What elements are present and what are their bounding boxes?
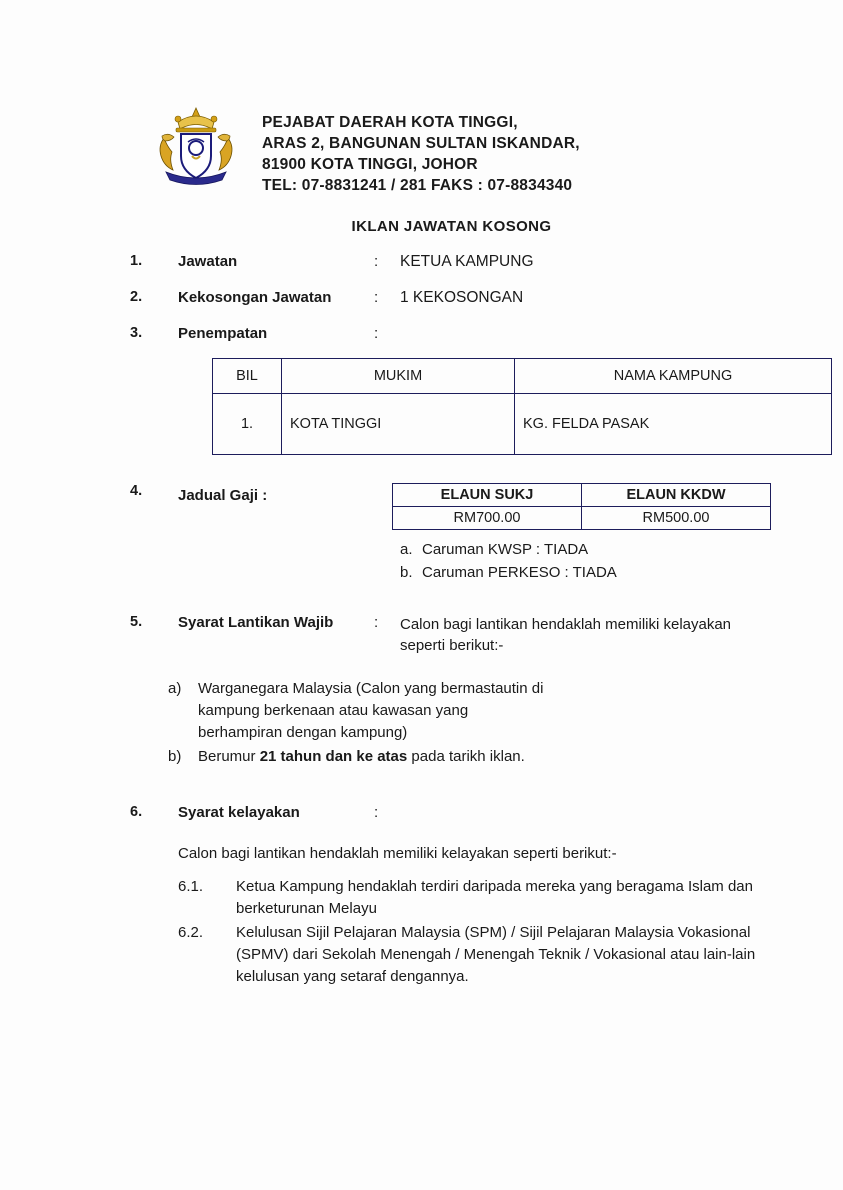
table-row xyxy=(213,394,832,455)
column-header-bil: BIL xyxy=(213,359,282,394)
document-header xyxy=(0,0,843,196)
field-row-jawatan xyxy=(0,253,843,271)
item-number: 4. xyxy=(130,483,143,499)
item-value: KETUA KAMPUNG xyxy=(400,253,534,270)
list-marker: 6.2. xyxy=(178,924,204,941)
page-title: IKLAN JAWATAN KOSONG xyxy=(351,218,552,235)
contribution-list xyxy=(0,538,843,584)
org-line-1: PEJABAT DAERAH KOTA TINGGI, xyxy=(262,114,518,131)
field-row-jadual-gaji xyxy=(0,483,843,530)
list-item xyxy=(178,922,843,988)
item-number: 3. xyxy=(130,325,143,341)
item-label: Jawatan xyxy=(178,253,238,270)
column-header-nama-kampung: NAMA KAMPUNG xyxy=(515,359,832,394)
cell-mukim: KOTA TINGGI xyxy=(282,394,515,455)
list-text: Kelulusan Sijil Pelajaran Malaysia (SPM) / Sijil Pelajaran Malaysia Vokasional (SPMV) dari Sekolah Menengah / Menengah Teknik / Vokasional atau lain-lain kelulusan yang setaraf dengannya. xyxy=(236,924,756,985)
list-text xyxy=(198,746,525,768)
item-label: Kekosongan Jawatan xyxy=(178,289,332,306)
section-syarat-kelayakan xyxy=(0,804,843,862)
item-number: 5. xyxy=(130,614,143,630)
org-line-2: ARAS 2, BANGUNAN SULTAN ISKANDAR, xyxy=(262,135,580,152)
cell-elaun-sukj: RM700.00 xyxy=(393,507,582,530)
item-label: Penempatan xyxy=(178,325,268,342)
list-text-after: pada tarikh iklan. xyxy=(407,748,525,765)
table-header-row xyxy=(393,484,771,507)
item-label: Syarat kelayakan xyxy=(178,804,300,821)
qualifications-list xyxy=(0,876,843,988)
list-item xyxy=(400,538,843,561)
item-colon: : xyxy=(374,804,379,821)
placement-table xyxy=(212,358,832,455)
johor-state-crest-icon xyxy=(148,104,244,188)
column-header-mukim: MUKIM xyxy=(282,359,515,394)
field-row-kekosongan xyxy=(0,289,843,307)
item-colon: : xyxy=(374,614,379,631)
list-text: Caruman KWSP : TIADA xyxy=(422,541,589,558)
cell-elaun-kkdw: RM500.00 xyxy=(582,507,771,530)
list-marker: a. xyxy=(400,541,413,558)
item-colon: : xyxy=(374,325,379,342)
list-text: Caruman PERKESO : TIADA xyxy=(422,564,617,581)
list-item xyxy=(400,561,843,584)
list-marker: 6.1. xyxy=(178,878,204,895)
item-label: Jadual Gaji : xyxy=(178,487,268,504)
field-row-syarat-lantikan xyxy=(0,614,843,656)
qualifications-intro: Calon bagi lantikan hendaklah memiliki kelayakan seperti berikut:- xyxy=(178,845,617,862)
list-text-before: Berumur xyxy=(198,748,260,765)
list-item xyxy=(168,746,843,768)
cell-nama-kampung: KG. FELDA PASAK xyxy=(515,394,832,455)
item-number: 2. xyxy=(130,289,143,305)
placement-table-wrapper xyxy=(0,358,843,455)
cell-bil: 1. xyxy=(213,394,282,455)
mandatory-list xyxy=(0,678,843,768)
list-text: Ketua Kampung hendaklah terdiri daripada mereka yang beragama Islam dan berketurunan Melayu xyxy=(236,878,753,917)
item-colon: : xyxy=(374,253,379,270)
item-number: 6. xyxy=(130,804,143,820)
column-header-elaun-kkdw: ELAUN KKDW xyxy=(582,484,771,507)
table-header-row xyxy=(213,359,832,394)
list-item xyxy=(178,876,843,920)
item-label: Syarat Lantikan Wajib xyxy=(178,614,334,631)
list-text-bold: 21 tahun dan ke atas xyxy=(259,748,408,765)
column-header-elaun-sukj: ELAUN SUKJ xyxy=(393,484,582,507)
list-marker: a) xyxy=(168,680,182,697)
list-marker: b) xyxy=(168,748,182,765)
org-line-4: TEL: 07-8831241 / 281 FAKS : 07-8834340 xyxy=(262,177,573,194)
list-text: Warganegara Malaysia (Calon yang bermastautin di kampung berkenaan atau kawasan yang berhampiran dengan kampung) xyxy=(198,680,544,741)
list-item xyxy=(168,678,843,744)
field-row-syarat-kelayakan xyxy=(130,804,843,821)
salary-table xyxy=(392,483,771,530)
table-row xyxy=(393,507,771,530)
organization-address xyxy=(262,104,580,196)
org-line-3: 81900 KOTA TINGGI, JOHOR xyxy=(262,156,478,173)
item-colon: : xyxy=(374,289,379,306)
list-marker: b. xyxy=(400,564,413,581)
mandatory-intro: Calon bagi lantikan hendaklah memiliki kelayakan seperti berikut:- xyxy=(400,616,732,654)
item-value: 1 KEKOSONGAN xyxy=(400,289,524,306)
item-number: 1. xyxy=(130,253,143,269)
field-row-penempatan xyxy=(0,325,843,342)
